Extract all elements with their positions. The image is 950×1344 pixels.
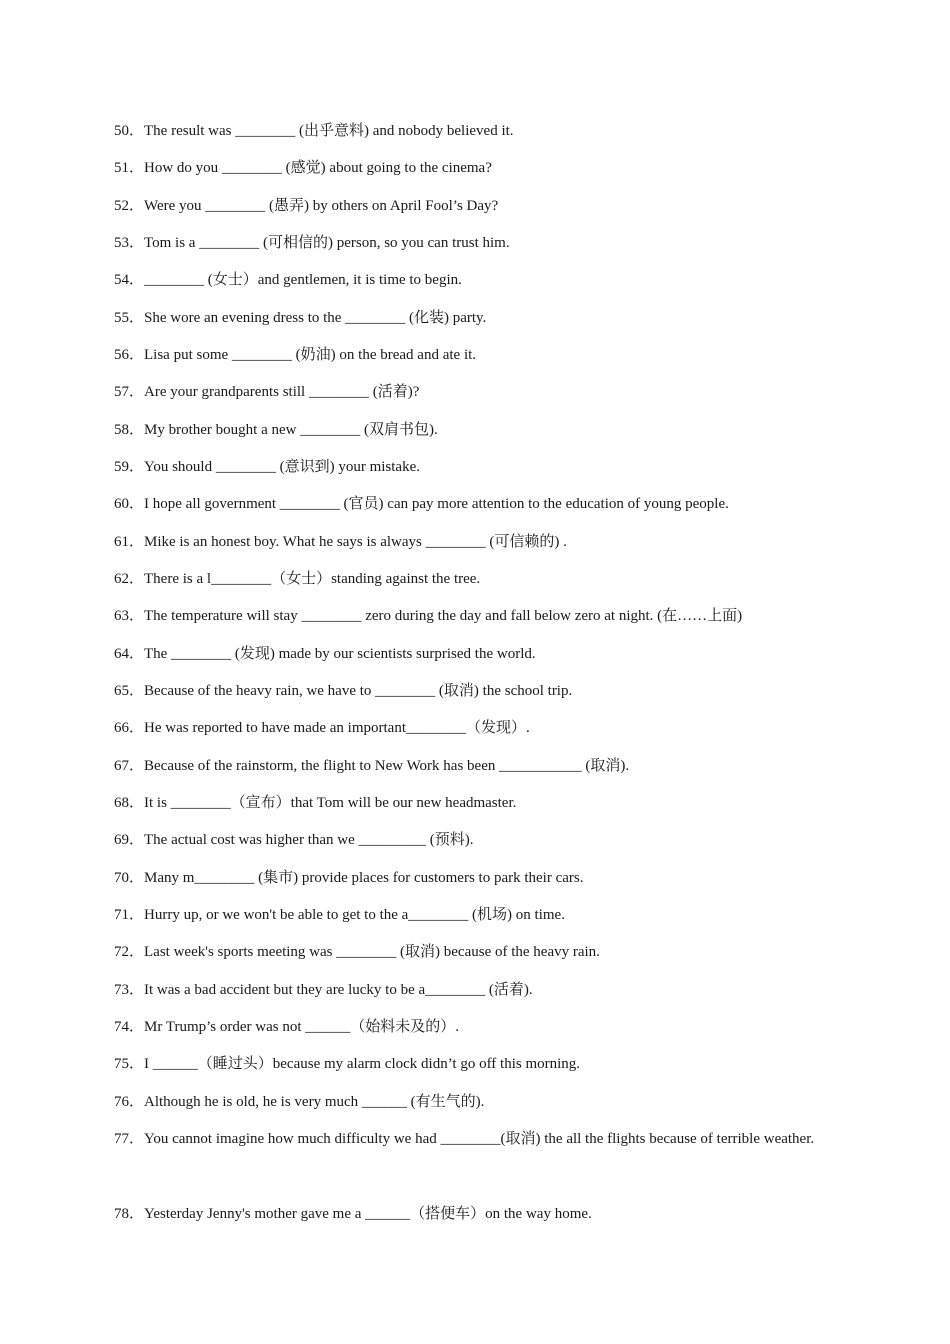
question-74 <box>114 1009 844 1046</box>
question-number: 66． <box>114 720 145 736</box>
question-text: Were you ________ (愚弄) by others on April Fool’s Day? <box>144 198 499 214</box>
question-number: 77． <box>114 1131 145 1147</box>
question-51 <box>114 150 844 187</box>
question-number: 56． <box>114 347 145 363</box>
question-62 <box>114 561 844 598</box>
question-number: 53． <box>114 235 145 251</box>
question-number: 60． <box>114 496 145 512</box>
question-number: 55． <box>114 310 145 326</box>
question-text: He was reported to have made an important________（发现）. <box>144 720 530 736</box>
question-text: Hurry up, or we won't be able to get to the a________ (机场) on time. <box>144 907 565 923</box>
question-text: Last week's sports meeting was ________ (取消) because of the heavy rain. <box>144 944 600 960</box>
question-69 <box>114 822 844 859</box>
question-number: 71． <box>114 907 145 923</box>
question-text: The temperature will stay ________ zero during the day and fall below zero at night. (在……上面) <box>144 608 743 624</box>
question-number: 73． <box>114 982 145 998</box>
question-text: Lisa put some ________ (奶油) on the bread and ate it. <box>144 347 477 363</box>
question-text: You should ________ (意识到) your mistake. <box>144 459 420 475</box>
question-number: 69． <box>114 832 145 848</box>
question-number: 74． <box>114 1019 145 1035</box>
question-number: 76． <box>114 1094 145 1110</box>
question-54 <box>114 262 844 299</box>
question-58 <box>114 412 844 449</box>
question-number: 59． <box>114 459 145 475</box>
question-text: My brother bought a new ________ (双肩书包). <box>144 422 438 438</box>
question-text: She wore an evening dress to the ________ (化装) party. <box>144 310 487 326</box>
question-56 <box>114 337 844 374</box>
question-text: Because of the heavy rain, we have to ________ (取消) the school trip. <box>144 683 573 699</box>
question-number: 67． <box>114 758 145 774</box>
question-number: 62． <box>114 571 145 587</box>
question-70 <box>114 860 844 897</box>
question-text: How do you ________ (感觉) about going to the cinema? <box>144 160 492 176</box>
question-number: 57． <box>114 384 145 400</box>
question-text: There is a l________（女士）standing against the tree. <box>144 571 481 587</box>
question-number: 54． <box>114 272 145 288</box>
question-text: Tom is a ________ (可相信的) person, so you can trust him. <box>144 235 510 251</box>
question-number: 68． <box>114 795 145 811</box>
question-text: I ______（睡过头）because my alarm clock didn’t go off this morning. <box>144 1056 581 1072</box>
question-text: ________ (女士）and gentlemen, it is time to begin. <box>144 272 462 288</box>
question-text: The result was ________ (出乎意料) and nobody believed it. <box>144 123 514 139</box>
question-number: 50． <box>114 123 145 139</box>
question-number: 72． <box>114 944 145 960</box>
question-number: 63． <box>114 608 145 624</box>
question-number: 75． <box>114 1056 145 1072</box>
question-55 <box>114 300 844 337</box>
question-65 <box>114 673 844 710</box>
question-text: I hope all government ________ (官员) can pay more attention to the education of young people. <box>144 496 729 512</box>
question-text: Although he is old, he is very much ______ (有生气的). <box>144 1094 485 1110</box>
question-text: Are your grandparents still ________ (活着)? <box>144 384 420 400</box>
question-number: 78． <box>114 1206 145 1222</box>
question-60 <box>114 486 844 523</box>
question-text: The actual cost was higher than we _________ (预料). <box>144 832 474 848</box>
question-number: 52． <box>114 198 145 214</box>
question-72 <box>114 934 844 971</box>
question-61 <box>114 524 844 561</box>
question-number: 70． <box>114 870 145 886</box>
question-number: 65． <box>114 683 145 699</box>
question-63 <box>114 598 844 635</box>
question-text: Mr Trump’s order was not ______（始料未及的）. <box>144 1019 460 1035</box>
question-73 <box>114 972 844 1009</box>
question-66 <box>114 710 844 747</box>
question-number: 58． <box>114 422 145 438</box>
question-number: 51． <box>114 160 145 176</box>
question-76 <box>114 1084 844 1121</box>
question-text: It is ________（宣布）that Tom will be our new headmaster. <box>144 795 517 811</box>
question-text: It was a bad accident but they are lucky to be a________ (活着). <box>144 982 533 998</box>
question-59 <box>114 449 844 486</box>
question-75 <box>114 1046 844 1083</box>
question-text: You cannot imagine how much difficulty we had ________(取消) the all the flights because of terrible weather. <box>144 1131 815 1147</box>
question-number: 61． <box>114 534 145 550</box>
question-67 <box>114 748 844 785</box>
question-78 <box>114 1196 844 1233</box>
question-71 <box>114 897 844 934</box>
question-52 <box>114 188 844 225</box>
question-57 <box>114 374 844 411</box>
question-53 <box>114 225 844 262</box>
question-64 <box>114 636 844 673</box>
question-number: 64． <box>114 646 145 662</box>
question-text: Because of the rainstorm, the flight to New Work has been ___________ (取消). <box>144 758 630 774</box>
question-text: Many m________ (集市) provide places for customers to park their cars. <box>144 870 584 886</box>
question-text: Mike is an honest boy. What he says is always ________ (可信赖的) . <box>144 534 567 550</box>
question-68 <box>114 785 844 822</box>
question-text: Yesterday Jenny's mother gave me a ______（搭便车）on the way home. <box>144 1206 592 1222</box>
question-text: The ________ (发现) made by our scientists surprised the world. <box>144 646 536 662</box>
question-50 <box>114 113 844 150</box>
question-77 <box>114 1121 844 1158</box>
